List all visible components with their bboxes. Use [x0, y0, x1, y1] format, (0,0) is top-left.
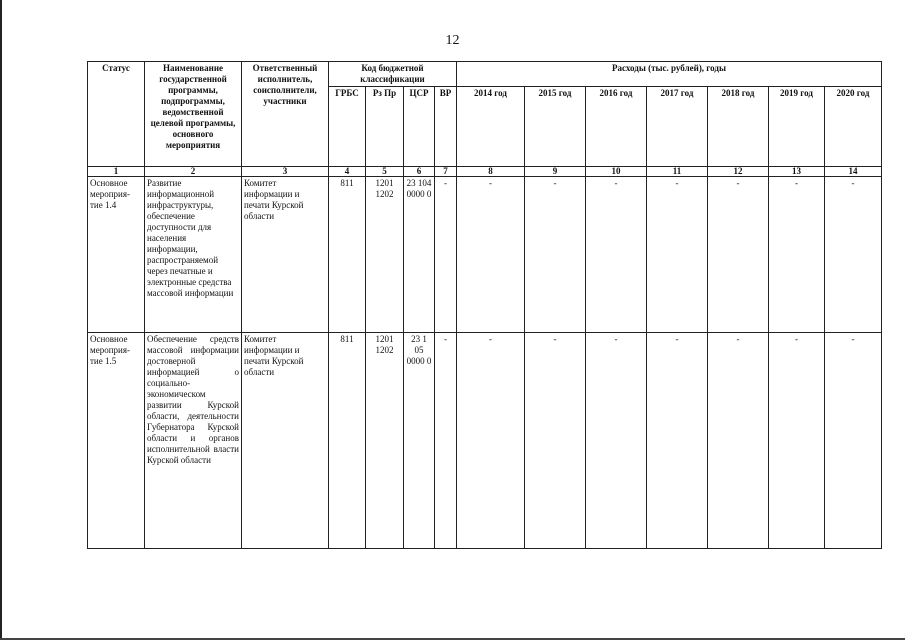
- row-executor: Комитет информации и печати Курской области: [242, 333, 329, 549]
- column-number-row: [88, 167, 882, 177]
- row-executor: Комитет информации и печати Курской области: [242, 177, 329, 333]
- row-value: -: [457, 177, 525, 333]
- row-vr: -: [435, 333, 457, 549]
- row-value: -: [708, 333, 769, 549]
- header-year: 2017 год: [647, 87, 708, 167]
- column-number: 4: [329, 167, 366, 177]
- row-value: -: [457, 333, 525, 549]
- header-grbs: ГРБС: [329, 87, 366, 167]
- page-number: 12: [445, 33, 460, 48]
- column-number: 7: [435, 167, 457, 177]
- row-rzpr: 1201 1202: [366, 177, 404, 333]
- header-vr: ВР: [435, 87, 457, 167]
- header-year: 2016 год: [586, 87, 647, 167]
- header-status: Статус: [88, 62, 145, 167]
- header-year: 2019 год: [769, 87, 825, 167]
- header-name: Наименование государственной программы, подпрограммы, ведомственной целевой программы, основного мероприятия: [145, 62, 242, 167]
- row-value: -: [525, 177, 586, 333]
- row-name: Обеспечение средств массовой информации достоверной информацией о социально-экономическом развитии Курской области, деятельности Губернатора Курской области и органов исполнительной власти Курской области: [145, 333, 242, 549]
- row-value: -: [647, 333, 708, 549]
- row-value: -: [825, 333, 882, 549]
- column-number: 6: [404, 167, 435, 177]
- column-number: 9: [525, 167, 586, 177]
- expenses-table: [87, 61, 882, 549]
- row-csr: 23 1 05 0000 0: [404, 333, 435, 549]
- column-number: 13: [769, 167, 825, 177]
- column-number: 14: [825, 167, 882, 177]
- header-rzpr: Рз Пр: [366, 87, 404, 167]
- row-rzpr: 1201 1202: [366, 333, 404, 549]
- column-number: 10: [586, 167, 647, 177]
- table-row: [88, 333, 882, 549]
- table-row: [88, 177, 882, 333]
- column-number: 3: [242, 167, 329, 177]
- row-value: -: [586, 333, 647, 549]
- column-number: 1: [88, 167, 145, 177]
- row-status: Основное мероприя-тие 1.5: [88, 333, 145, 549]
- header-year: 2018 год: [708, 87, 769, 167]
- header-executor: Ответственный исполнитель, соисполнители, участники: [242, 62, 329, 167]
- column-number: 2: [145, 167, 242, 177]
- row-status: Основное мероприя-тие 1.4: [88, 177, 145, 333]
- header-budget-code: Код бюджетной классификации: [329, 62, 457, 87]
- row-value: -: [647, 177, 708, 333]
- row-value: -: [586, 177, 647, 333]
- row-grbs: 811: [329, 177, 366, 333]
- row-name: Развитие информационной инфраструктуры, обеспечение доступности для населения информации, распространяемой через печатные и электронные средства массовой информации: [145, 177, 242, 333]
- row-value: -: [825, 177, 882, 333]
- row-grbs: 811: [329, 333, 366, 549]
- row-value: -: [769, 333, 825, 549]
- row-vr: -: [435, 177, 457, 333]
- header-year: 2014 год: [457, 87, 525, 167]
- column-number: 8: [457, 167, 525, 177]
- row-value: -: [708, 177, 769, 333]
- header-year: 2020 год: [825, 87, 882, 167]
- header-expenses: Расходы (тыс. рублей), годы: [457, 62, 882, 87]
- row-value: -: [525, 333, 586, 549]
- column-number: 12: [708, 167, 769, 177]
- header-csr: ЦСР: [404, 87, 435, 167]
- column-number: 11: [647, 167, 708, 177]
- column-number: 5: [366, 167, 404, 177]
- left-margin-rule: [0, 0, 2, 640]
- header-year: 2015 год: [525, 87, 586, 167]
- row-value: -: [769, 177, 825, 333]
- row-csr: 23 104 0000 0: [404, 177, 435, 333]
